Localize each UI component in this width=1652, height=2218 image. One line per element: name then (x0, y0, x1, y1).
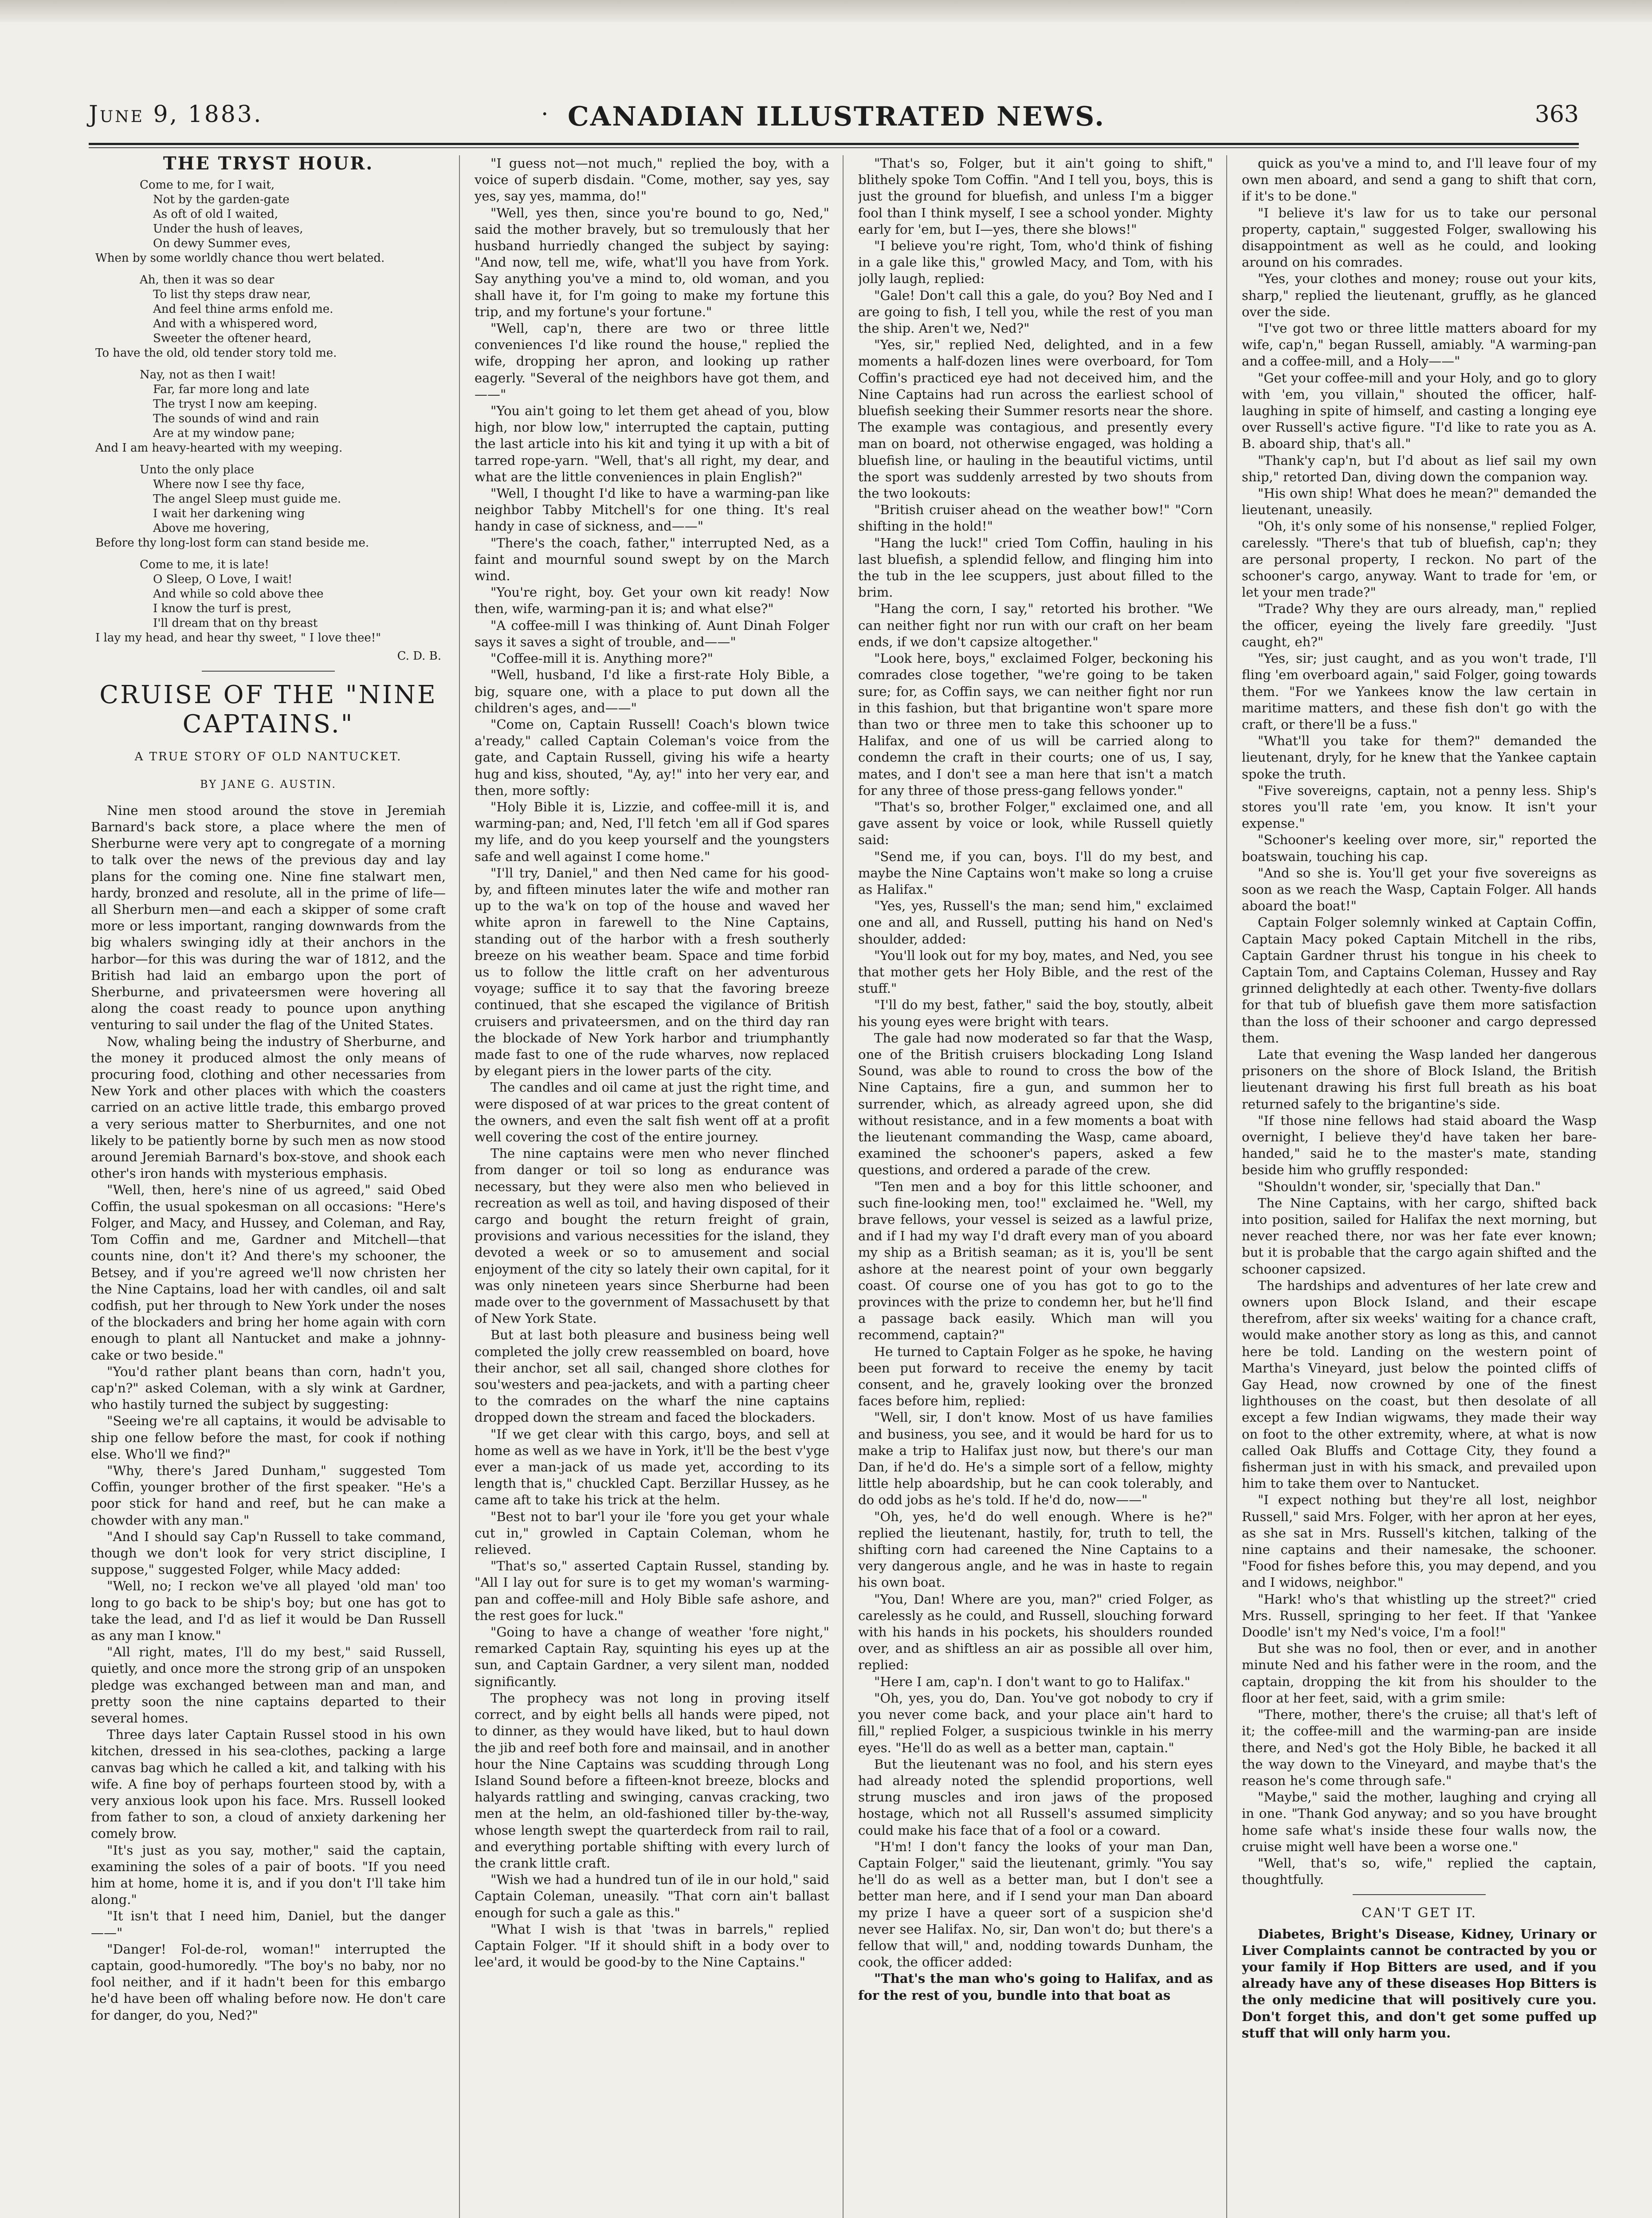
page-number: 363 (1534, 101, 1579, 128)
poem-line: And I am heavy-hearted with my weeping. (95, 441, 343, 455)
paragraph: "Wish we had a hundred tun of ile in our hold," said Captain Coleman, uneasily. "That corn ain't ballast enough for such a gale as this." (475, 1872, 829, 1920)
poem-line: Ah, then it was so dear (140, 273, 275, 287)
paragraph: But she was no fool, then or ever, and in another minute Ned and his father were in the room, and the captain, dropping the kit from his shoulder to the floor at her feet, said, with a grim smile: (1242, 1641, 1597, 1706)
paragraph: "I guess not—not much," replied the boy, with a voice of superb disdain. "Come, mother, say yes, say yes, say yes, mamma, do!" (475, 156, 829, 204)
advert-title: CAN'T GET IT. (1361, 1905, 1477, 1921)
paragraph: "That's so, Folger, but it ain't going to shift," blithely spoke Tom Coffin. "And I tell you, boys, this is just the ground for bluefish, and unless I'm a bigger fool than I think myself, I see a school yonder. Mighty early for 'em, but I—yes, there she blows!" (858, 156, 1213, 237)
paragraph: "British cruiser ahead on the weather bow!" "Corn shifting in the hold!" (858, 502, 1213, 534)
column-divider (459, 155, 460, 2218)
paragraph: "If those nine fellows had staid aboard the Wasp overnight, I believe they'd have taken her bare-handed," said he to the master's mate, standing beside him who gruffly responded: (1242, 1113, 1597, 1178)
poem-line: Before thy long-lost form can stand beside me. (95, 536, 369, 550)
paragraph: Late that evening the Wasp landed her dangerous prisoners on the shore of Block Island, the British lieutenant drawing his first full breath as his boat returned safely to the brigantine's side. (1242, 1046, 1597, 1112)
paragraph: Three days later Captain Russel stood in his own kitchen, dressed in his sea-clothes, packing a large canvas bag which he called a kit, and talking with his wife. A fine boy of perhaps fourteen stood by, with a very anxious look upon his face. Mrs. Russell looked from father to son, a cloud of anxiety darkening her comely brow. (91, 1727, 446, 1841)
header-rule (89, 143, 1579, 145)
story-title: CRUISE OF THE "NINE CAPTAINS." (99, 680, 437, 739)
paragraph: The gale had now moderated so far that the Wasp, one of the British cruisers blockading Long Island Sound, was able to round to cross the bow of the Nine Captains, fire a gun, and summon her to surrender, which, as already agreed upon, she did without resistance, and in a few moments a boat with the lieutenant commanding the Wasp, came aboard, examined the schooner's papers, asked a few questions, and ordered a parade of the crew. (858, 1030, 1213, 1178)
poem-line: I lay my head, and hear thy sweet, " I love thee!" (95, 631, 381, 645)
paragraph: "Well, I thought I'd like to have a warming-pan like neighbor Tabby Mitchell's for one thing. It's real handy in case of sickness, and——" (475, 486, 829, 534)
paragraph: "Holy Bible it is, Lizzie, and coffee-mill it is, and warming-pan; and, Ned, I'll fetch 'em all if God spares my life, and do you keep yourself and the youngsters safe and well against I come home." (475, 799, 829, 864)
column-1 (91, 155, 446, 2218)
paragraph: quick as you've a mind to, and I'll leave four of my own men aboard, and send a gang to shift that corn, if it's to be done." (1242, 156, 1597, 204)
advert-text: Diabetes, Bright's Disease, Kidney, Urinary or Liver Complaints cannot be contracted by you or your family if Hop Bitters are used, and if you already have any of these diseases Hop Bitters is the only medicine that will positively cure you. Don't forget this, and don't get some puffed up stuff that will only harm you. (1242, 1926, 1597, 2041)
poem-line: I wait her darkening wing (153, 507, 305, 521)
paragraph: "Gale! Don't call this a gale, do you? Boy Ned and I are going to fish, I tell you, while the rest of you man the ship. Aren't we, Ned?" (858, 287, 1213, 336)
poem-line: Come to me, it is late! (140, 558, 269, 572)
paragraph: "Send me, if you can, boys. I'll do my best, and maybe the Nine Captains won't make so long a cruise as Halifax." (858, 849, 1213, 897)
poem-line: When by some worldly chance thou wert belated. (95, 252, 385, 265)
poem-line: O Sleep, O Love, I wait! (153, 573, 293, 586)
poem-signature: C. D. B. (397, 649, 441, 663)
poem-line: And feel thine arms enfold me. (153, 303, 334, 316)
paragraph: "Best not to bar'l your ile 'fore you get your whale cut in," growled in Captain Coleman, whom he relieved. (475, 1509, 829, 1557)
paragraph: "You're right, boy. Get your own kit ready! Now then, wife, warming-pan it is; and what else?" (475, 585, 829, 617)
paragraph: "I believe you're right, Tom, who'd think of fishing in a gale like this," growled Macy, and Tom, with his jolly laugh, replied: (858, 238, 1213, 287)
paragraph: "Schooner's keeling over more, sir," reported the boatswain, touching his cap. (1242, 832, 1597, 864)
story-byline: BY JANE G. AUSTIN. (200, 778, 337, 790)
section-divider (1353, 1894, 1486, 1895)
poem-line: Nay, not as then I wait! (140, 368, 276, 382)
paragraph: "Danger! Fol-de-rol, woman!" interrupted the captain, good-humoredly. "The boy's no baby, nor no fool neither, and if it hadn't been for this embargo he'd have been off whaling before now. He don't care for danger, do you, Ned?" (91, 1941, 446, 2023)
poem-title: THE TRYST HOUR. (163, 155, 374, 174)
paragraph: "Coffee-mill it is. Anything more?" (490, 651, 713, 666)
column-divider (843, 155, 844, 2218)
poem-line: The angel Sleep must guide me. (153, 492, 341, 506)
paragraph: "What I wish is that 'twas in barrels," replied Captain Folger. "If it should shift in a body over to lee'ard, it would be good-by to the Nine Captains." (475, 1921, 829, 1970)
paragraph: "Ten men and a boy for this little schooner, and such fine-looking men, too!" exclaimed he. "Well, my brave fellows, your vessel is seized as a lawful prize, and if I had my way I'd draft every man of you aboard my ship as a British seaman; as it is, you'll be sent ashore at the nearest point of your own beggarly coast. Of course one of you has got to go to the provinces with the prize to condemn her, but he'll find a passage back easily. Which man will you recommend, captain?" (858, 1179, 1213, 1343)
header-rule-thin (89, 147, 1579, 148)
paragraph: "Come on, Captain Russell! Coach's blown twice a'ready," called Captain Coleman's voice from the gate, and Captain Russell, giving his wife a hearty hug and kiss, shouted, "Ay, ay!" into her very ear, and then, more softly: (475, 716, 829, 798)
paragraph: "Hang the corn, I say," retorted his brother. "We can neither fight nor run with our craft on her beam ends, if we don't capsize altogether." (858, 601, 1213, 649)
column-4 (1242, 155, 1597, 2218)
paragraph: "Well, sir, I don't know. Most of us have families and business, you see, and it would be hard for us to make a trip to Halifax just now, but there's our man Dan, if he'd do. He's a simple sort of a fellow, mighty little help aboardship, but he can cook tolerably, and do odd jobs as he's told. If he'd do, now——" (858, 1410, 1213, 1508)
poem-line: Sweeter the oftener heard, (153, 332, 312, 346)
header-separator: · (541, 101, 549, 128)
paragraph: "Well, that's so, wife," replied the captain, thoughtfully. (1242, 1855, 1597, 1888)
paragraph: "Trade? Why they are ours already, man," replied the officer, eyeing the lively fare greedily. "Just caught, eh?" (1242, 601, 1597, 649)
column-2 (475, 155, 829, 2218)
issue-date: June 9, 1883. (89, 101, 263, 128)
poem-line: Unto the only place (140, 463, 254, 477)
paragraph: "Get your coffee-mill and your Holy, and go to glory with 'em, you villain," shouted the officer, half-laughing in spite of himself, and casting a longing eye over Russell's active figure. "I'd like to rate you as A. B. aboard ship, that's all." (1242, 370, 1597, 452)
paragraph: "There's the coach, father," interrupted Ned, as a faint and mournful sound swept by on the March wind. (475, 535, 829, 584)
poem-line: And with a whispered word, (153, 317, 318, 331)
paragraph: "Well, cap'n, there are two or three little conveniences I'd like round the house," replied the wife, dropping her apron, and looking up rather eagerly. "Several of the neighbors have got them, and——" (475, 321, 829, 402)
paragraph: "I believe it's law for us to take our personal property, captain," suggested Folger, swallowing his disappointment as well as he could, and looking around on his comrades. (1242, 205, 1597, 270)
paragraph: "Going to have a change of weather 'fore night," remarked Captain Ray, squinting his eyes up at the sun, and Captain Gardner, a very silent man, nodded significantly. (475, 1624, 829, 1689)
column-divider (1226, 155, 1227, 2218)
paragraph: "Hark! who's that whistling up the street?" cried Mrs. Russell, springing to her feet. If that 'Yankee Doodle' isn't my Ned's voice, I'm a fool!" (1242, 1591, 1597, 1640)
poem-line: As oft of old I waited, (153, 208, 279, 221)
poem-line: Where now I see thy face, (153, 478, 305, 492)
paragraph: "You'd rather plant beans than corn, hadn't you, cap'n?" asked Coleman, with a sly wink at Gardner, who hastily turned the subject by suggesting: (91, 1364, 446, 1412)
paragraph: "You'll look out for my boy, mates, and Ned, you see that mother gets her Holy Bible, and the rest of the stuff." (858, 948, 1213, 996)
paragraph: "Here I am, cap'n. I don't want to go to Halifax." (874, 1674, 1190, 1689)
paragraph: "I'll try, Daniel," and then Ned came for his good-by, and fifteen minutes later the wife and mother ran up to the wa'k on top of the house and waved her white apron in farewell to the Nine Captains, standing out of the harbor with a fresh southerly breeze on his weather beam. Space and time forbid us to follow the little craft on her adventurous voyage; suffice it to say that the favoring breeze continued, that she escaped the vigilance of British cruisers and privateersmen, and on the third day ran the blockade of New York harbor and triumphantly made fast to one of the rude wharves, now replaced by elegant piers in the lower parts of the city. (475, 865, 829, 1079)
paragraph: "Yes, your clothes and money; rouse out your kits, sharp," replied the lieutenant, gruffly, as he glanced over the side. (1242, 271, 1597, 319)
paragraph: The nine captains were men who never flinched from danger or toil so long as endurance was necessary, but they were also men who believed in recreation as well as toil, and having disposed of their cargo and bought the return freight of grain, provisions and various necessities for the island, they devoted a week or so to amusement and social enjoyment of the city so lately their own capital, for it was only nineteen years since Sherburne had been made over to the government of Massachusett by that of New York State. (475, 1146, 829, 1326)
poem-line: Above me hovering, (153, 522, 270, 535)
paragraph: "If we get clear with this cargo, boys, and sell at home as well as we have in York, it'll be the best v'yge ever a man-jack of us made yet, according to its length that is," chuckled Capt. Berzillar Hussey, as he came aft to take his trick at the helm. (475, 1426, 829, 1508)
poem-line: Under the hush of leaves, (153, 222, 303, 236)
paragraph: "All right, mates, I'll do my best," said Russell, quietly, and once more the strong grip of an unspoken pledge was exchanged between man and man, and pretty soon the nine captains departed to their several homes. (91, 1644, 446, 1726)
paragraph: The hardships and adventures of her late crew and owners upon Block Island, and their escape therefrom, after six weeks' waiting for a chance craft, would make another story as long as this, and cannot here be told. Landing on the western point of Martha's Vineyard, just below the pointed cliffs of Gay Head, now crowned by one of the finest lighthouses on the coast, but then desolate of all except a few Indian wigwams, they made their way on foot to the other extremity, where, at what is now called Oak Bluffs and Cottage City, they found a fisherman just in with his smack, and prevailed upon him to take them over to Nantucket. (1242, 1278, 1597, 1491)
paragraph: "It isn't that I need him, Daniel, but the danger——" (91, 1908, 446, 1940)
paragraph: "Well, husband, I'd like a first-rate Holy Bible, a big, square one, with a place to put down all the children's ages, and——" (475, 667, 829, 716)
paragraph: "Yes, sir; just caught, and as you won't trade, I'll fling 'em overboard again," said Folger, going towards them. "For we Yankees know the law certain in maritime matters, and these fish don't go with the craft, or there'll be a fuss." (1242, 651, 1597, 732)
paragraph: "Oh, yes, you do, Dan. You've got nobody to cry if you never come back, and your place ain't hard to fill," replied Folger, a suspicious twinkle in his merry eyes. "He'll do as well as a better man, captain." (858, 1690, 1213, 1755)
paragraph: "And so she is. You'll get your five sovereigns as soon as we reach the Wasp, Captain Folger. All hands aboard the boat!" (1242, 865, 1597, 914)
paragraph: "Yes, sir," replied Ned, delighted, and in a few moments a half-dozen lines were overboard, for Tom Coffin's practiced eye had not deceived him, and the Nine Captains had run across the earliest school of bluefish seeking their Summer resorts near the shore. The example was contagious, and presently every man on board, not otherwise engaged, was holding a bluefish line, or hauling in the beautiful victims, until the sport was suddenly arrested by two shouts from the two lookouts: (858, 337, 1213, 501)
paragraph: "That's so," asserted Captain Russel, standing by. "All I lay out for sure is to get my woman's warming-pan and coffee-mill and Holy Bible safe ashore, and the rest goes for luck." (475, 1558, 829, 1623)
poem-line: Not by the garden-gate (153, 193, 290, 207)
story-text-col1 (91, 802, 446, 2024)
poem-line: To list thy steps draw near, (153, 288, 311, 302)
paragraph: "What'll you take for them?" demanded the lieutenant, dryly, for he knew that the Yankee captain spoke the truth. (1242, 733, 1597, 782)
paragraph: "Well, yes then, since you're bound to go, Ned," said the mother bravely, but so tremulously that her husband hurriedly changed the subject by saying: "And now, tell me, wife, what'll you have from York. Say anything you've a mind to, old woman, and you shall have it, for I'm going to make my fortune this trip, and my fortune's your fortune." (475, 205, 829, 319)
paragraph: "That's the man who's going to Halifax, and as for the rest of you, bundle into that boat as (858, 1971, 1213, 2003)
paragraph: "Look here, boys," exclaimed Folger, beckoning his comrades close together, "we're going to be taken sure; for, as Coffin says, we can neither fight nor run in this fashion, but that brigantine won't spare more than two or three men to take this schooner up to Halifax, and one of us will be carried along to condemn the craft in their courts; one of us, I say, mates, and I don't see a man here that isn't a match for any three of those press-gang fellows yonder." (858, 651, 1213, 798)
paragraph: "Why, there's Jared Dunham," suggested Tom Coffin, younger brother of the first speaker. "He's a poor stick for hand and reef, but he can make a chowder with any man." (91, 1463, 446, 1528)
paragraph: But the lieutenant was no fool, and his stern eyes had already noted the splendid proportions, well strung muscles and iron jaws of the proposed hostage, which not all Russell's assumed simplicity could make his face that of a fool or a coward. (858, 1756, 1213, 1838)
newspaper-title: CANADIAN ILLUSTRATED NEWS. (568, 101, 1106, 132)
column-3 (858, 155, 1213, 2218)
paragraph: "H'm! I don't fancy the looks of your man Dan, Captain Folger," said the lieutenant, grimly. "You say he'll do as well as a better man, but I don't see a better man here, and if I send your man Dan aboard my prize I have a queer sort of a suspicion she'd never see Halifax. No, sir, Dan won't do; but there's a fellow that will," and, nodding towards Dunham, the cook, the officer added: (858, 1839, 1213, 1970)
paragraph: "His own ship! What does he mean?" demanded the lieutenant, uneasily. (1242, 486, 1597, 518)
paragraph: But at last both pleasure and business being well completed the jolly crew reassembled on board, hove their anchor, set all sail, changed shore clothes for sou'westers and pea-jackets, and with a parting cheer to the comrades on the wharf the nine captains dropped down the stream and faced the blockaders. (475, 1327, 829, 1425)
paragraph: "I'll do my best, father," said the boy, stoutly, albeit his young eyes were bright with tears. (858, 997, 1213, 1029)
paragraph: "There, mother, there's the cruise; all that's left of it; the coffee-mill and the warming-pan are inside there, and Ned's got the Holy Bible, he backed it all the way down to the Vineyard, and maybe that's the reason he's come through safe." (1242, 1707, 1597, 1788)
paragraph: The Nine Captains, with her cargo, shifted back into position, sailed for Halifax the next morning, but never reached there, nor was her fate ever known; but it is probable that the cargo again shifted and the schooner capsized. (1242, 1195, 1597, 1277)
scan-edge-top (0, 0, 1652, 22)
poem-line: I'll dream that on thy breast (153, 617, 318, 630)
paragraph: "Seeing we're all captains, it would be advisable to ship one fellow before the mast, for cook if nothing else. Who'll we find?" (91, 1413, 446, 1462)
paragraph: "Oh, yes, he'd do well enough. Where is he?" replied the lieutenant, hastily, for, truth to tell, the shifting corn had careened the Nine Captains to a very dangerous angle, and he was in haste to regain his own boat. (858, 1509, 1213, 1590)
poem-line: On dewy Summer eves, (153, 237, 291, 251)
paragraph: "That's so, brother Folger," exclaimed one, and all gave assent by voice or look, while Russell quietly said: (858, 799, 1213, 848)
paragraph: Now, whaling being the industry of Sherburne, and the money it produced almost the only means of procuring food, clothing and other necessaries from New York and other places with which the coasters carried on an active little trade, this embargo proved a very serious matter to Sherburnites, and one not likely to be patiently borne by such men as now stood around Jeremiah Barnard's box-stove, and shook each other's iron hands with mysterious emphasis. (91, 1034, 446, 1181)
poem-body (91, 178, 446, 645)
section-divider (202, 671, 335, 672)
paragraph: "Hang the luck!" cried Tom Coffin, hauling in his last bluefish, a splendid fellow, and flinging him into the tub in the lee scuppers, just about filled to the brim. (858, 535, 1213, 600)
paragraph: "You, Dan! Where are you, man?" cried Folger, as carelessly as he could, and Russell, slouching forward with his hands in his pockets, his shoulders rounded over, and as shiftless an air as possible all over him, replied: (858, 1591, 1213, 1673)
poem-line: And while so cold above thee (153, 587, 324, 601)
paragraph: "Thank'y cap'n, but I'd about as lief sail my own ship," retorted Dan, diving down the companion way. (1242, 452, 1597, 484)
paragraph: "A coffee-mill I was thinking of. Aunt Dinah Folger says it saves a sight of trouble, and——" (475, 617, 829, 649)
poem-line: Are at my window pane; (153, 427, 295, 440)
paragraph: "Shouldn't wonder, sir, 'specially that Dan." (1258, 1179, 1541, 1194)
poem-line: I know the turf is prest, (153, 602, 291, 616)
paragraph: "Five sovereigns, captain, not a penny less. Ship's stores you'll rate 'em, you know. It isn't your expense." (1242, 783, 1597, 831)
paragraph: "You ain't going to let them get ahead of you, blow high, nor blow low," interrupted the captain, putting the last article into his kit and tying it up with a bit of tarred rope-yarn. "Well, that's all right, my dear, and what are the little conveniences in plain English?" (475, 403, 829, 484)
paragraph: "It's just as you say, mother," said the captain, examining the soles of a pair of boots. "If you need him at home, home it is, and if you don't I'll take him along." (91, 1842, 446, 1907)
paragraph: Captain Folger solemnly winked at Captain Coffin, Captain Macy poked Captain Mitchell in the ribs, Captain Gardner thrust his tongue in his cheek to Captain Tom, and Captains Coleman, Hussey and Ray grinned delightedly at each other. Twenty-five dollars for that tub of bluefish gave them more satisfaction than the loss of their schooner and cargo depressed them. (1242, 915, 1597, 1046)
paragraph: The candles and oil came at just the right time, and were disposed of at war prices to the great content of the owners, and even the salt fish went off at a profit well covering the cost of the entire journey. (475, 1080, 829, 1144)
paragraph: "Maybe," said the mother, laughing and crying all in one. "Thank God anyway; and so you have brought home safe what's inside these four walls now, the cruise might well have been a worse one." (1242, 1789, 1597, 1854)
story-subtitle: A TRUE STORY OF OLD NANTUCKET. (134, 750, 402, 764)
paragraph: Nine men stood around the stove in Jeremiah Barnard's back store, a place where the men of Sherburne were very apt to congregate of a morning to talk over the news of the previous day and lay plans for the coming one. Nine fine stalwart men, hardy, bronzed and resolute, all in the prime of life—all Sherburn men—and each a skipper of some craft more or less important, ranging downwards from the big whalers swinging idly at their anchors in the harbor—for this was during the war of 1812, and the British had laid an embargo upon the port of Sherburne, and privateersmen were hovering all along the coast ready to pounce upon anything venturing to sail under the flag of the United States. (91, 802, 446, 1033)
paragraph: "And I should say Cap'n Russell to take command, though we don't look for very strict discipline, I suppose," suggested Folger, while Macy added: (91, 1529, 446, 1577)
paragraph: "Yes, yes, Russell's the man; send him," exclaimed one and all, and Russell, putting his hand on Ned's shoulder, added: (858, 898, 1213, 947)
paragraph: The prophecy was not long in proving itself correct, and by eight bells all hands were piped, not to dinner, as they would have liked, but to haul down the jib and reef both fore and mainsail, and in another hour the Nine Captains was scudding through Long Island Sound before a fifteen-knot breeze, blocks and halyards rattling and swinging, canvas cracking, two men at the helm, an old-fashioned tiller by-the-way, whose length swept the quarterdeck from rail to rail, and everything portable shifting with every lurch of the crank little craft. (475, 1690, 829, 1871)
paragraph: "Well, no; I reckon we've all played 'old man' too long to go back to be ship's boy; but one has got to take the lead, and I'd as lief it would be Dan Russell as any man I know." (91, 1578, 446, 1643)
paragraph: He turned to Captain Folger as he spoke, he having been put forward to receive the enemy by tacit consent, and he, gravely looking over the bronzed faces before him, replied: (858, 1344, 1213, 1409)
poem-line: The sounds of wind and rain (153, 412, 319, 426)
paragraph: "I expect nothing but they're all lost, neighbor Russell," said Mrs. Folger, with her apron at her eyes, as she sat in Mrs. Russell's kitchen, talking of the nine captains and their namesake, the schooner. "Food for fishes before this, you may depend, and you and I widows, neighbor." (1242, 1492, 1597, 1590)
paragraph: "Well, then, here's nine of us agreed," said Obed Coffin, the usual spokesman on all occasions: "Here's Folger, and Macy, and Hussey, and Coleman, and Ray, Tom Coffin and me, Gardner and Mitchell—that counts nine, don't it? And there's my schooner, the Betsey, and if you're agreed we'll now christen her the Nine Captains, load her with candles, oil and salt codfish, put her through to New York under the noses of the blockaders and bring her home again with corn enough to plant all Nantucket and make a johnny-cake or two beside." (91, 1182, 446, 1363)
poem-line: Far, far more long and late (153, 383, 310, 397)
paragraph: "I've got two or three little matters aboard for my wife, cap'n," began Russell, amiably. "A warming-pan and a coffee-mill, and a Holy——" (1242, 321, 1597, 369)
poem-line: The tryst I now am keeping. (153, 397, 318, 411)
poem-line: Come to me, for I wait, (140, 178, 275, 192)
paragraph: "Oh, it's only some of his nonsense," replied Folger, carelessly. "There's that tub of bluefish, cap'n; they are personal property, I reckon. No part of the schooner's cargo, anyway. Want to trade for 'em, or let your men trade?" (1242, 519, 1597, 600)
poem-line: To have the old, old tender story told me. (95, 346, 337, 360)
